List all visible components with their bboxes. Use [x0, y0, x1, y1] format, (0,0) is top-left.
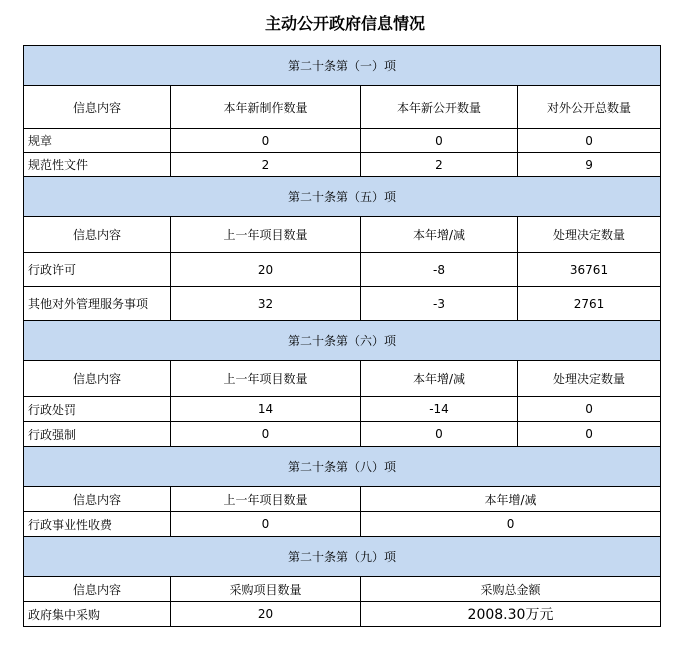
column-header: 信息内容	[24, 86, 171, 129]
section-title: 第二十条第（九）项	[24, 537, 661, 577]
table-cell: 0	[518, 397, 661, 422]
row-label: 规范性文件	[24, 153, 171, 177]
column-header: 信息内容	[24, 487, 171, 512]
column-header: 本年新制作数量	[171, 86, 361, 129]
table-row	[24, 253, 661, 287]
column-header: 处理决定数量	[518, 361, 661, 397]
header-row	[24, 217, 661, 253]
page-title: 主动公开政府信息情况	[264, 14, 425, 33]
table-cell: 0	[361, 129, 518, 153]
table-cell: -3	[361, 287, 518, 321]
section-title: 第二十条第（六）项	[24, 321, 661, 361]
column-header: 本年增/减	[361, 361, 518, 397]
table-cell: 0	[518, 129, 661, 153]
table-cell: 14	[171, 397, 361, 422]
table-cell: 0	[171, 422, 361, 447]
row-label: 其他对外管理服务事项	[24, 287, 171, 321]
section-heading-8	[24, 447, 661, 487]
column-header: 采购总金额	[361, 577, 661, 602]
section-heading-6	[24, 321, 661, 361]
table-cell: 2	[171, 153, 361, 177]
header-row	[24, 487, 661, 512]
row-label: 行政强制	[24, 422, 171, 447]
section-heading-9	[24, 537, 661, 577]
section-title: 第二十条第（五）项	[24, 177, 661, 217]
table-cell: 2	[361, 153, 518, 177]
column-header: 本年增/减	[361, 217, 518, 253]
table-cell: -8	[361, 253, 518, 287]
column-header: 处理决定数量	[518, 217, 661, 253]
column-header: 对外公开总数量	[518, 86, 661, 129]
section-heading-5	[24, 177, 661, 217]
table-cell: 0	[361, 512, 661, 537]
row-label: 行政事业性收费	[24, 512, 171, 537]
table-row	[24, 129, 661, 153]
table-cell: 0	[518, 422, 661, 447]
table-row	[24, 602, 661, 627]
table-cell: 36761	[518, 253, 661, 287]
table-cell: 0	[171, 512, 361, 537]
table-row	[24, 422, 661, 447]
table-row	[24, 287, 661, 321]
table-row	[24, 397, 661, 422]
column-header: 采购项目数量	[171, 577, 361, 602]
column-header: 信息内容	[24, 361, 171, 397]
header-row	[24, 577, 661, 602]
table-row	[24, 153, 661, 177]
table-cell: -14	[361, 397, 518, 422]
table-cell: 0	[361, 422, 518, 447]
row-label: 政府集中采购	[24, 602, 171, 627]
table-cell: 2008.30万元	[361, 602, 661, 627]
column-header: 本年增/减	[361, 487, 661, 512]
row-label: 行政处罚	[24, 397, 171, 422]
table-row	[24, 512, 661, 537]
table-cell: 20	[171, 253, 361, 287]
table-cell: 0	[171, 129, 361, 153]
table-cell: 20	[171, 602, 361, 627]
row-label: 行政许可	[24, 253, 171, 287]
header-row	[24, 86, 661, 129]
column-header: 上一年项目数量	[171, 361, 361, 397]
table-cell: 32	[171, 287, 361, 321]
column-header: 信息内容	[24, 217, 171, 253]
column-header: 本年新公开数量	[361, 86, 518, 129]
section-heading-1	[24, 46, 661, 86]
section-title: 第二十条第（八）项	[24, 447, 661, 487]
table-cell: 9	[518, 153, 661, 177]
row-label: 规章	[24, 129, 171, 153]
section-title: 第二十条第（一）项	[24, 46, 661, 86]
info-table	[23, 45, 661, 627]
header-row	[24, 361, 661, 397]
column-header: 信息内容	[24, 577, 171, 602]
column-header: 上一年项目数量	[171, 487, 361, 512]
column-header: 上一年项目数量	[171, 217, 361, 253]
table-cell: 2761	[518, 287, 661, 321]
